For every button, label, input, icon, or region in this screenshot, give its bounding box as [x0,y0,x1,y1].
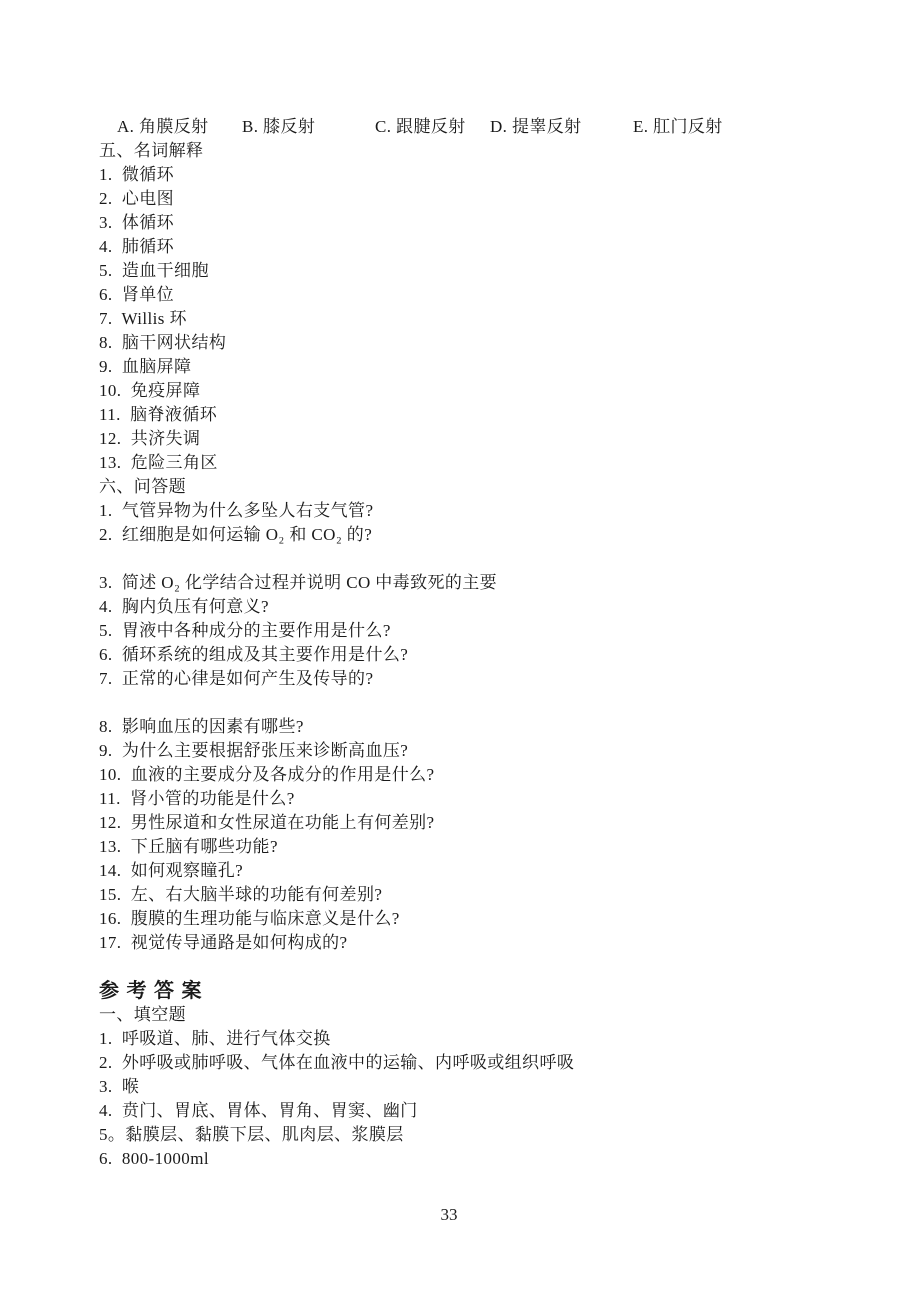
option-e: E. 肛门反射 [633,117,723,136]
question-item-11: 11. 肾小管的功能是什么? [99,789,295,808]
term-item-9: 9. 血脑屏障 [99,357,192,376]
answers-heading: 参考答案 [99,980,209,1002]
answers-subheading: 一、填空题 [99,1005,186,1024]
option-a: A. 角膜反射 [117,117,209,136]
question-item-1: 1. 气管异物为什么多坠人右支气管? [99,501,374,520]
term-item-11: 11. 脑脊液循环 [99,405,218,424]
question-item-2: 2. 红细胞是如何运输 O₂ 和 CO₂ 的? [99,525,373,544]
term-item-2: 2. 心电图 [99,189,175,208]
answer-item-4: 4. 贲门、胃底、胃体、胃角、胃窦、幽门 [99,1101,418,1120]
answer-item-6: 6. 800-1000ml [99,1149,209,1168]
term-item-8: 8. 脑干网状结构 [99,333,227,352]
section6-heading: 六、问答题 [99,477,186,496]
term-item-3: 3. 体循环 [99,213,175,232]
question-item-12: 12. 男性尿道和女性尿道在功能上有何差别? [99,813,435,832]
question-item-4: 4. 胸内负压有何意义? [99,597,269,616]
answer-item-3: 3. 喉 [99,1077,140,1096]
term-item-7: 7. Willis 环 [99,309,187,328]
question-item-9: 9. 为什么主要根据舒张压来诊断高血压? [99,741,409,760]
question-item-8: 8. 影响血压的因素有哪些? [99,717,304,736]
question-item-17: 17. 视觉传导通路是如何构成的? [99,933,348,952]
blank-line [99,955,799,979]
term-item-4: 4. 肺循环 [99,237,175,256]
term-item-5: 5. 造血干细胞 [99,261,209,280]
option-b: B. 膝反射 [242,117,316,136]
answer-item-1: 1. 呼吸道、肺、进行气体交换 [99,1029,331,1048]
term-item-6: 6. 肾单位 [99,285,175,304]
blank-line [99,547,799,571]
section5-heading: 五、名词解释 [99,141,204,160]
question-item-10: 10. 血液的主要成分及各成分的作用是什么? [99,765,435,784]
choice-options-row [99,115,799,139]
question-item-16: 16. 腹膜的生理功能与临床意义是什么? [99,909,400,928]
option-c: C. 跟腱反射 [375,117,466,136]
blank-line [99,691,799,715]
answer-item-5: 5。黏膜层、黏膜下层、肌肉层、浆膜层 [99,1125,404,1144]
term-item-1: 1. 微循环 [99,165,175,184]
question-item-6: 6. 循环系统的组成及其主要作用是什么? [99,645,409,664]
answer-item-2: 2. 外呼吸或肺呼吸、气体在血液中的运输、内呼吸或组织呼吸 [99,1053,575,1072]
page-number: 33 [440,1205,458,1224]
document-body [99,115,799,1171]
question-item-7: 7. 正常的心律是如何产生及传导的? [99,669,374,688]
question-item-5: 5. 胃液中各种成分的主要作用是什么? [99,621,391,640]
term-item-10: 10. 免疫屏障 [99,381,201,400]
question-item-3: 3. 简述 O₂ 化学结合过程并说明 CO 中毒致死的主要 [99,573,498,592]
question-item-13: 13. 下丘脑有哪些功能? [99,837,278,856]
term-item-13: 13. 危险三角区 [99,453,218,472]
question-item-15: 15. 左、右大脑半球的功能有何差别? [99,885,383,904]
term-item-12: 12. 共济失调 [99,429,201,448]
option-d: D. 提睾反射 [490,117,582,136]
question-item-14: 14. 如何观察瞳孔? [99,861,244,880]
